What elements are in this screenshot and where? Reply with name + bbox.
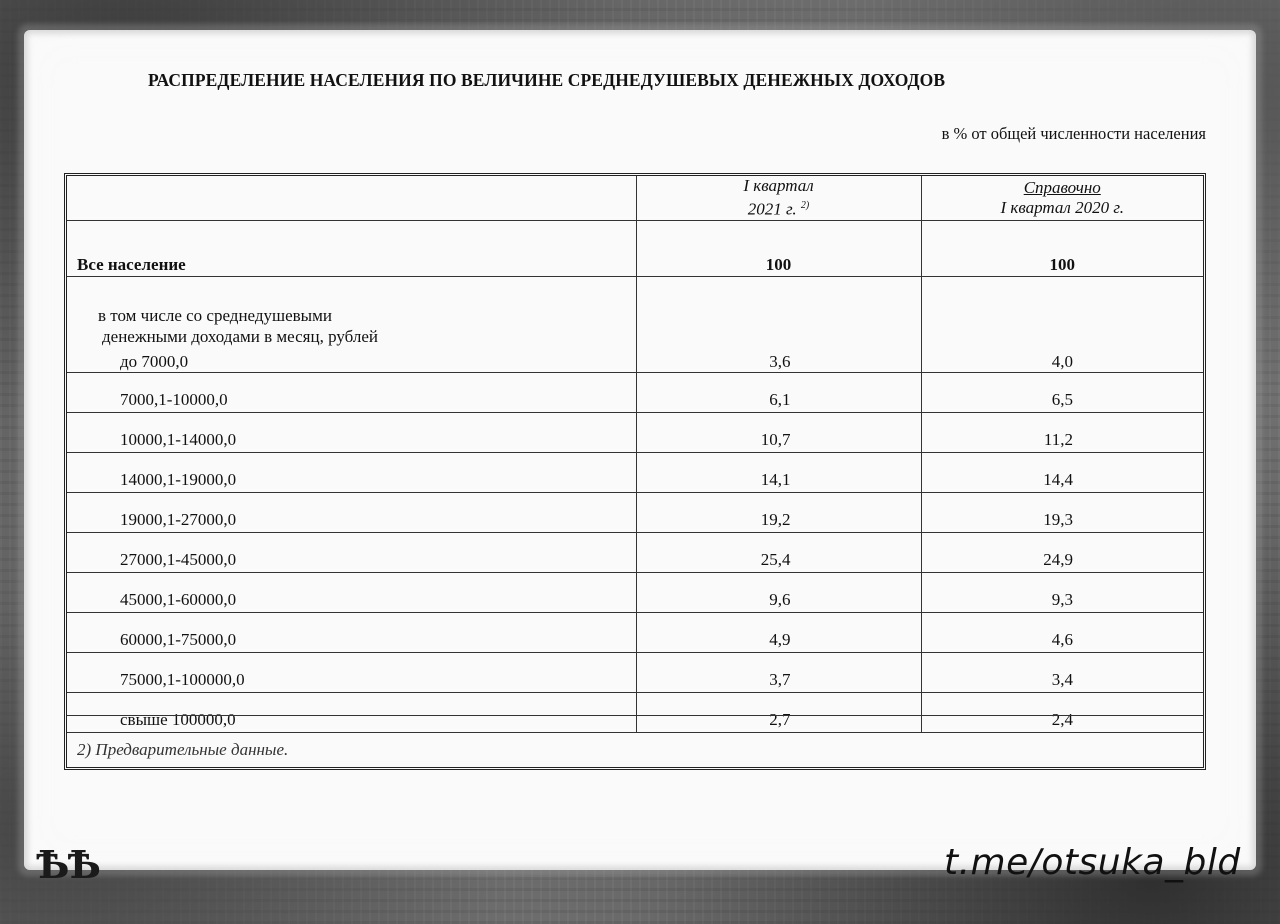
table-row xyxy=(67,573,1203,613)
table-row xyxy=(67,493,1203,533)
table-row xyxy=(67,533,1203,573)
table-row-first-bracket xyxy=(67,277,1203,373)
intro-line1: в том числе со среднедушевыми xyxy=(98,306,332,325)
header-empty-cell xyxy=(67,176,636,221)
row-label: 45000,1-60000,0 xyxy=(67,573,636,613)
header-2020-line1: Справочно xyxy=(1023,178,1101,197)
row-label: Все население xyxy=(67,221,636,277)
income-distribution-table xyxy=(64,173,1206,770)
watermark-logo: ѢѢ xyxy=(36,842,99,887)
value-2021: 3,6 xyxy=(636,277,921,373)
row-label: 10000,1-14000,0 xyxy=(67,413,636,453)
table-row-all-population xyxy=(67,221,1203,277)
bracket-label: до 7000,0 xyxy=(120,352,189,371)
table-row xyxy=(67,613,1203,653)
units-note: в % от общей численности населения xyxy=(941,124,1206,143)
intro-line2: денежными доходами в месяц, рублей xyxy=(102,327,378,346)
value-2021: 25,4 xyxy=(636,533,921,573)
value-2020: 100 xyxy=(921,221,1203,277)
value-2021: 14,1 xyxy=(636,453,921,493)
value-2021: 6,1 xyxy=(636,373,921,413)
value-2020: 3,4 xyxy=(921,653,1203,693)
value-2020: 11,2 xyxy=(921,413,1203,453)
value-2020: 4,6 xyxy=(921,613,1203,653)
value-2020: 9,3 xyxy=(921,573,1203,613)
value-2020: 2,4 xyxy=(921,693,1203,733)
row-label: 75000,1-100000,0 xyxy=(67,653,636,693)
row-label: 7000,1-10000,0 xyxy=(67,373,636,413)
row-label: свыше 100000,0 xyxy=(67,693,636,733)
value-2021: 100 xyxy=(636,221,921,277)
header-2021-line2: 2021 г. xyxy=(747,199,797,219)
table-row xyxy=(67,373,1203,413)
document-title: РАСПРЕДЕЛЕНИЕ НАСЕЛЕНИЯ ПО ВЕЛИЧИНЕ СРЕДНЕДУШЕВЫХ ДЕНЕЖНЫХ ДОХОДОВ xyxy=(148,70,946,90)
value-2021: 19,2 xyxy=(636,493,921,533)
value-2020: 19,3 xyxy=(921,493,1203,533)
header-col-2020 xyxy=(921,176,1203,221)
header-2021-footnote-mark: 2) xyxy=(800,200,810,212)
value-2020: 6,5 xyxy=(921,373,1203,413)
row-label: 19000,1-27000,0 xyxy=(67,493,636,533)
table-header-row xyxy=(67,176,1203,221)
value-2021: 9,6 xyxy=(636,573,921,613)
header-2020-line2: I квартал 2020 г. xyxy=(1000,198,1124,217)
table-row xyxy=(67,653,1203,693)
row-label: 60000,1-75000,0 xyxy=(67,613,636,653)
row-label xyxy=(67,277,636,373)
row-label: 27000,1-45000,0 xyxy=(67,533,636,573)
value-2020: 24,9 xyxy=(921,533,1203,573)
value-2020: 4,0 xyxy=(921,277,1203,373)
value-2020: 14,4 xyxy=(921,453,1203,493)
table-row xyxy=(67,453,1203,493)
header-col-2021 xyxy=(636,176,921,221)
header-2021-line1: I квартал xyxy=(743,176,814,196)
footnote: 2) Предварительные данные. xyxy=(67,715,1203,767)
value-2021: 10,7 xyxy=(636,413,921,453)
value-2021: 3,7 xyxy=(636,653,921,693)
table-row xyxy=(67,413,1203,453)
value-2021: 4,9 xyxy=(636,613,921,653)
watermark-handle: t.me/otsuka_bld xyxy=(944,842,1241,883)
value-2021: 2,7 xyxy=(636,693,921,733)
data-table xyxy=(67,176,1203,733)
row-label: 14000,1-19000,0 xyxy=(67,453,636,493)
